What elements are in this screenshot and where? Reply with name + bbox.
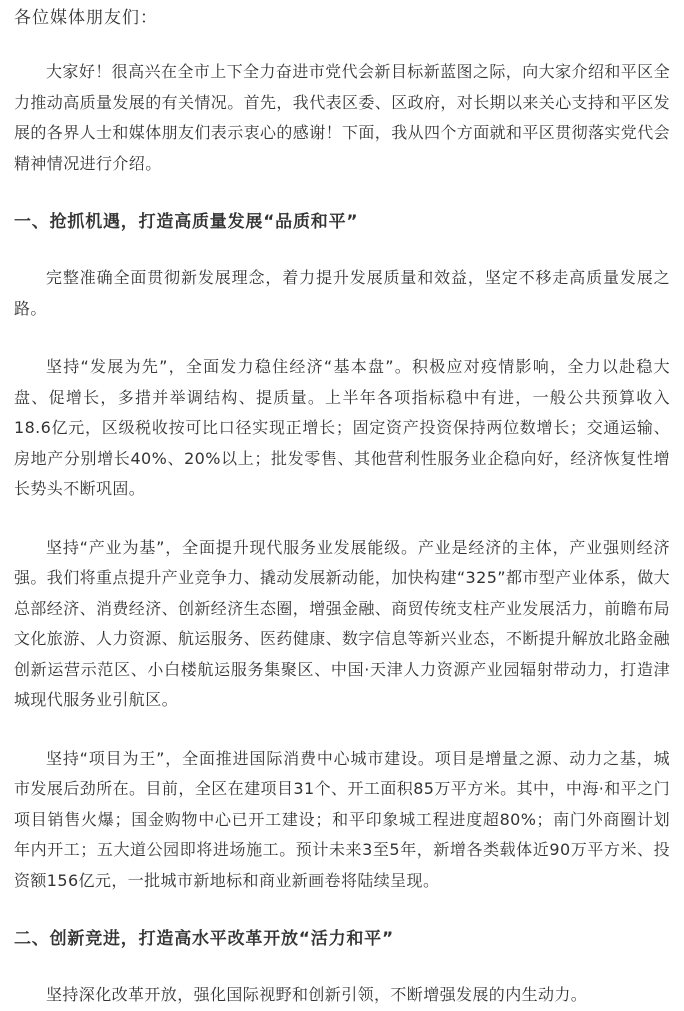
section-1-paragraph-1: 完整准确全面贯彻新发展理念，着力提升发展质量和效益，坚定不移走高质量发展之路。 — [14, 268, 670, 318]
section-1-paragraph-2: 坚持“发展为先”，全面发力稳住经济“基本盘”。积极应对疫情影响，全力以赴稳大盘、促增长，多措并举调结构、提质量。上半年各项指标稳中有进，一般公共预算收入18.6亿元，区级税收按可比口径实现正增长；固定资产投资保持两位数增长；交通运输、房地产分别增长40%、20%以上；批发零售、其他营利性服务业企稳向好，经济恢复性增长势头不断巩固。 — [14, 357, 670, 498]
section-2-heading: 二、创新竞进，打造高水平改革开放“活力和平” — [14, 929, 394, 949]
intro-paragraph: 大家好！很高兴在全市上下全力奋进市党代会新目标新蓝图之际，向大家介绍和平区全力推动高质量发展的有关情况。首先，我代表区委、区政府，对长期以来关心支持和平区发展的各界人士和媒体朋友们表示衷心的感谢！下面，我从四个方面就和平区贯彻落实党代会精神情况进行介绍。 — [14, 62, 671, 173]
salutation: 各位媒体朋友们： — [14, 8, 158, 28]
section-1-heading: 一、抢抓机遇，打造高质量发展“品质和平” — [14, 212, 359, 232]
section-2-paragraph-1: 坚持深化改革开放，强化国际视野和创新引领，不断增强发展的内生动力。 — [46, 985, 588, 1004]
section-1-paragraph-3: 坚持“产业为基”，全面提升现代服务业发展能级。产业是经济的主体，产业强则经济强。我们将重点提升产业竞争力、撬动发展新动能，加快构建“325”都市型产业体系，做大总部经济、消费经济、创新经济生态圈，增强金融、商贸传统支柱产业发展活力，前瞻布局文化旅游、人力资源、航运服务、医药健康、数字信息等新兴业态，不断提升解放北路金融创新运营示范区、小白楼航运服务集聚区、中国·天津人力资源产业园辐射带动力，打造津城现代服务业引航区。 — [14, 537, 671, 709]
section-1-paragraph-4: 坚持“项目为王”，全面推进国际消费中心城市建设。项目是增量之源、动力之基，城市发展后劲所在。目前，全区在建项目31个、开工面积85万平方米。其中，中海·和平之门项目销售火爆；国金购物中心已开工建设；和平印象城工程进度超80%；南门外商圈计划年内开工；五大道公园即将进场施工。预计未来3至5年，新增各类载体近90万平方米、投资额156亿元，一批城市新地标和商业新画卷将陆续呈现。 — [14, 748, 670, 890]
